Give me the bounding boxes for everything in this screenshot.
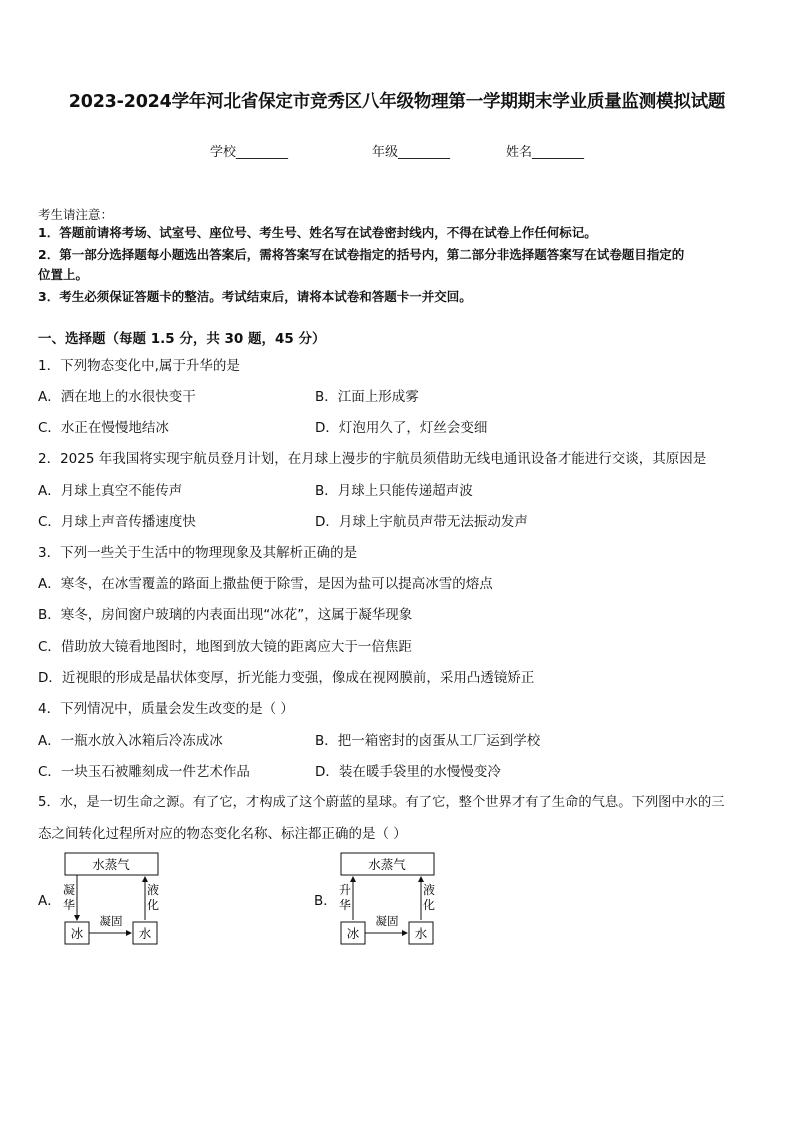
question-1-option-c[interactable]: C．水正在慢慢地结冰 xyxy=(38,420,169,436)
question-2-option-d[interactable]: D．月球上宇航员声带无法振动发声 xyxy=(315,514,528,530)
question-4-option-b[interactable]: B．把一箱密封的卤蛋从工厂运到学校 xyxy=(315,733,541,749)
diagram-b-ice-label: 冰 xyxy=(346,926,360,941)
question-1-option-a[interactable]: A．洒在地上的水很快变干 xyxy=(38,389,196,405)
question-2-stem: 2．2025 年我国将实现宇航员登月计划，在月球上漫步的宇航员须借助无线电通讯设备才能进行交谈，其原因是 xyxy=(38,451,707,467)
diagram-b-left-label-1: 升 xyxy=(338,883,352,897)
question-2-option-b[interactable]: B．月球上只能传递超声波 xyxy=(315,483,473,499)
question-5-stem-line-1: 5．水，是一切生命之源。有了它，才构成了这个蔚蓝的星球。有了它，整个世界才有了生命的气息。下列图中水的三 xyxy=(38,795,725,810)
question-5-stem-line-2: 态之间转化过程所对应的物态变化名称、标注都正确的是（ ） xyxy=(38,826,407,842)
diagram-a-middle-label: 凝固 xyxy=(99,914,123,928)
diagram-a-option-label[interactable]: A． xyxy=(38,893,61,909)
question-4-option-d[interactable]: D．装在暖手袋里的水慢慢变冷 xyxy=(315,764,501,780)
question-4-stem: 4．下列情况中，质量会发生改变的是（ ） xyxy=(38,701,294,717)
notice-item-1: 1．答题前请将考场、试室号、座位号、考生号、姓名写在试卷密封线内，不得在试卷上作任何标记。 xyxy=(38,225,597,240)
question-1-option-d[interactable]: D．灯泡用久了，灯丝会变细 xyxy=(315,420,488,436)
diagram-a-right-label-2: 化 xyxy=(146,898,160,912)
question-3-option-d[interactable]: D．近视眼的形成是晶状体变厚，折光能力变强，像成在视网膜前，采用凸透镜矫正 xyxy=(38,670,535,686)
diagram-a-right-label-1: 液 xyxy=(146,883,160,897)
question-3-stem: 3．下列一些关于生活中的物理现象及其解析正确的是 xyxy=(38,545,358,561)
diagram-b-middle-label: 凝固 xyxy=(375,914,399,928)
question-2-option-a[interactable]: A．月球上真空不能传声 xyxy=(38,483,183,499)
diagram-b-option-label[interactable]: B． xyxy=(314,893,337,909)
question-3-option-c[interactable]: C．借助放大镜看地图时，地图到放大镜的距离应大于一倍焦距 xyxy=(38,639,412,655)
name-field[interactable]: 姓名________ xyxy=(506,145,585,160)
question-2-option-c[interactable]: C．月球上声音传播速度快 xyxy=(38,514,196,530)
grade-field[interactable]: 年级________ xyxy=(372,145,451,160)
section-title: 一、选择题（每题 1.5 分，共 30 题，45 分） xyxy=(38,331,326,347)
diagram-a xyxy=(55,850,165,946)
diagram-a-ice-label: 冰 xyxy=(70,926,84,941)
question-4-option-c[interactable]: C．一块玉石被雕刻成一件艺术作品 xyxy=(38,764,250,780)
question-3-option-a[interactable]: A．寒冬，在冰雪覆盖的路面上撒盐便于除雪，是因为盐可以提高冰雪的熔点 xyxy=(38,576,493,592)
question-1-stem: 1．下列物态变化中,属于升华的是 xyxy=(38,358,240,374)
notice-heading: 考生请注意： xyxy=(38,207,114,222)
notice-item-2: 2．第一部分选择题每小题选出答案后，需将答案写在试卷指定的括号内，第二部分非选择题答案写在试卷题目指定的 xyxy=(38,247,685,262)
diagram-a-vapor-label: 水蒸气 xyxy=(92,857,130,872)
school-field[interactable]: 学校________ xyxy=(210,145,289,160)
diagram-a-left-label-2: 华 xyxy=(62,898,76,912)
diagram-a-water-label: 水 xyxy=(138,926,152,941)
question-4-option-a[interactable]: A．一瓶水放入冰箱后冷冻成冰 xyxy=(38,733,223,749)
notice-item-3: 3．考生必须保证答题卡的整洁。考试结束后，请将本试卷和答题卡一并交回。 xyxy=(38,289,472,304)
diagram-b-left-label-2: 华 xyxy=(338,898,352,912)
diagram-b-right-label-2: 化 xyxy=(422,898,436,912)
notice-item-2-cont: 位置上。 xyxy=(38,267,89,282)
diagram-b xyxy=(331,850,441,946)
diagram-b-water-label: 水 xyxy=(414,926,428,941)
page-title: 2023-2024学年河北省保定市竞秀区八年级物理第一学期期末学业质量监测模拟试题 xyxy=(68,92,726,112)
diagram-b-vapor-label: 水蒸气 xyxy=(368,857,406,872)
diagram-a-left-label-1: 凝 xyxy=(62,883,76,897)
diagram-b-right-label-1: 液 xyxy=(422,883,436,897)
question-3-option-b[interactable]: B．寒冬，房间窗户玻璃的内表面出现“冰花”，这属于凝华现象 xyxy=(38,607,413,623)
question-1-option-b[interactable]: B．江面上形成雾 xyxy=(315,389,419,405)
